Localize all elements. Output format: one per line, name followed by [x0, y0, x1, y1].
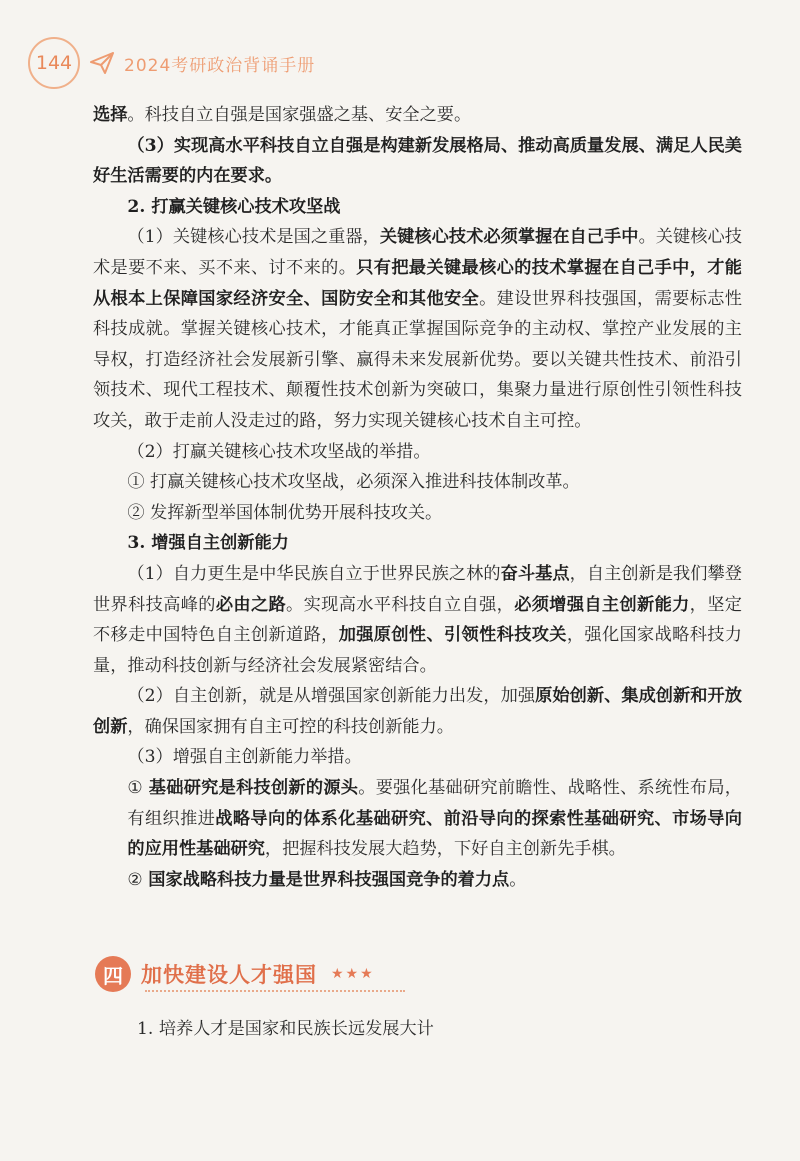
- bold-text: 关键核心技术必须掌握在自己手中: [379, 227, 639, 248]
- bold-text: 奋斗基点: [500, 563, 570, 584]
- paragraph: [93, 742, 742, 773]
- paragraph: [93, 192, 742, 223]
- paragraph: [93, 865, 742, 896]
- bold-text: 必须增强自主创新能力: [514, 594, 690, 615]
- bold-text: 战略导向的体系化基础研究、前沿导向的探索性基础研究、市场导向的应用性基础研究: [127, 808, 742, 860]
- text-run: ① 打赢关键核心技术攻坚战，必须深入推进科技体制改革。: [127, 472, 580, 493]
- paragraph: [93, 131, 742, 192]
- star-rating-icon: ★★★: [331, 966, 375, 982]
- book-title: 2024考研政治背诵手册: [124, 55, 316, 76]
- text-run: （3）增强自主创新能力举措。: [127, 747, 362, 768]
- text-run: 。实现高水平科技自立自强，: [286, 594, 515, 615]
- text-run: ，坚定不移走中国特色自主创新道路，: [93, 594, 742, 646]
- section-heading: [95, 956, 375, 992]
- text-run: （2）打赢关键核心技术攻坚战的举措。: [127, 441, 431, 462]
- page-header: [28, 38, 315, 88]
- bold-text: 选择: [93, 105, 128, 125]
- paragraph: [93, 467, 742, 498]
- text-run: （1）关键核心技术是国之重器，: [127, 227, 380, 248]
- paragraph: [93, 773, 742, 865]
- bold-text: 国家战略科技力量是世界科技强国竞争的着力点: [148, 869, 510, 890]
- text-run: 。: [509, 869, 527, 890]
- text-run: ② 发挥新型举国体制优势开展科技攻关。: [127, 502, 443, 523]
- text-run: （2）自主创新，就是从增强国家创新能力出发，加强: [127, 686, 536, 707]
- bold-text: 基础研究是科技创新的源头: [148, 778, 359, 799]
- paragraph: [93, 681, 742, 742]
- bold-text: 3. 增强自主创新能力: [127, 533, 289, 554]
- bold-text: 原始创新、集成创新和开放创新: [93, 686, 742, 737]
- bold-text: （3）实现高水平科技自立自强是构建新发展格局、推动高质量发展、满足人民美好生活需要的内在要求。: [93, 135, 742, 187]
- paragraph: [93, 437, 742, 468]
- text-run: 。建设世界科技强国，需要标志性科技成就。掌握关键核心技术，才能真正掌握国际竞争的主动权、掌控产业发展的主导权，打造经济社会发展新引擎、赢得未来发展新优势。要以关键共性技术、前沿引领技术、现代工程技术、颠覆性技术创新为突破口，集聚力量进行原创性引领性科技攻关，敢于走前人没走过的路，努力实现关键核心技术自主可控。: [93, 288, 742, 431]
- paragraph: [93, 498, 742, 529]
- text-run: 。要强化基础研究前瞻性、战略性、系统性布局，有组织推进: [127, 778, 742, 829]
- section-underline: [145, 990, 405, 992]
- subsection-heading: 1. 培养人才是国家和民族长远发展大计: [137, 1019, 434, 1039]
- section-title: 加快建设人才强国: [141, 962, 317, 987]
- text-run: ，强化国家战略科技力量，推动科技创新与经济社会发展紧密结合。: [93, 625, 742, 676]
- text-run: ，把握科技发展大趋势，下好自主创新先手棋。: [264, 839, 626, 860]
- page-number: 144: [28, 37, 80, 89]
- paper-plane-icon: [90, 52, 114, 74]
- paragraph: [93, 559, 742, 681]
- bold-text: 2. 打赢关键核心技术攻坚战: [127, 196, 341, 217]
- bold-text: 加强原创性、引领性科技攻关: [338, 625, 567, 646]
- text-run: ②: [127, 869, 149, 890]
- text-run: ，确保国家拥有自主可控的科技创新能力。: [127, 716, 454, 737]
- paragraph: [93, 528, 742, 559]
- paragraph: [93, 222, 742, 436]
- body-text: [93, 100, 742, 895]
- bold-text: 必由之路: [215, 594, 287, 615]
- text-run: ①: [127, 778, 149, 799]
- text-run: 。科技自立自强是国家强盛之基、安全之要。: [127, 105, 472, 125]
- bold-text: 只有把最关键最核心的技术掌握在自己手中，才能从根本上保障国家经济安全、国防安全和其他安全: [93, 257, 742, 309]
- section-number-badge: 四: [95, 956, 131, 992]
- paragraph: [93, 100, 742, 131]
- text-run: ，自主创新是我们攀登世界科技高峰的: [93, 563, 742, 615]
- text-run: 。关键核心技术是要不来、买不来、讨不来的。: [93, 227, 742, 278]
- text-run: （1）自力更生是中华民族自立于世界民族之林的: [127, 563, 501, 584]
